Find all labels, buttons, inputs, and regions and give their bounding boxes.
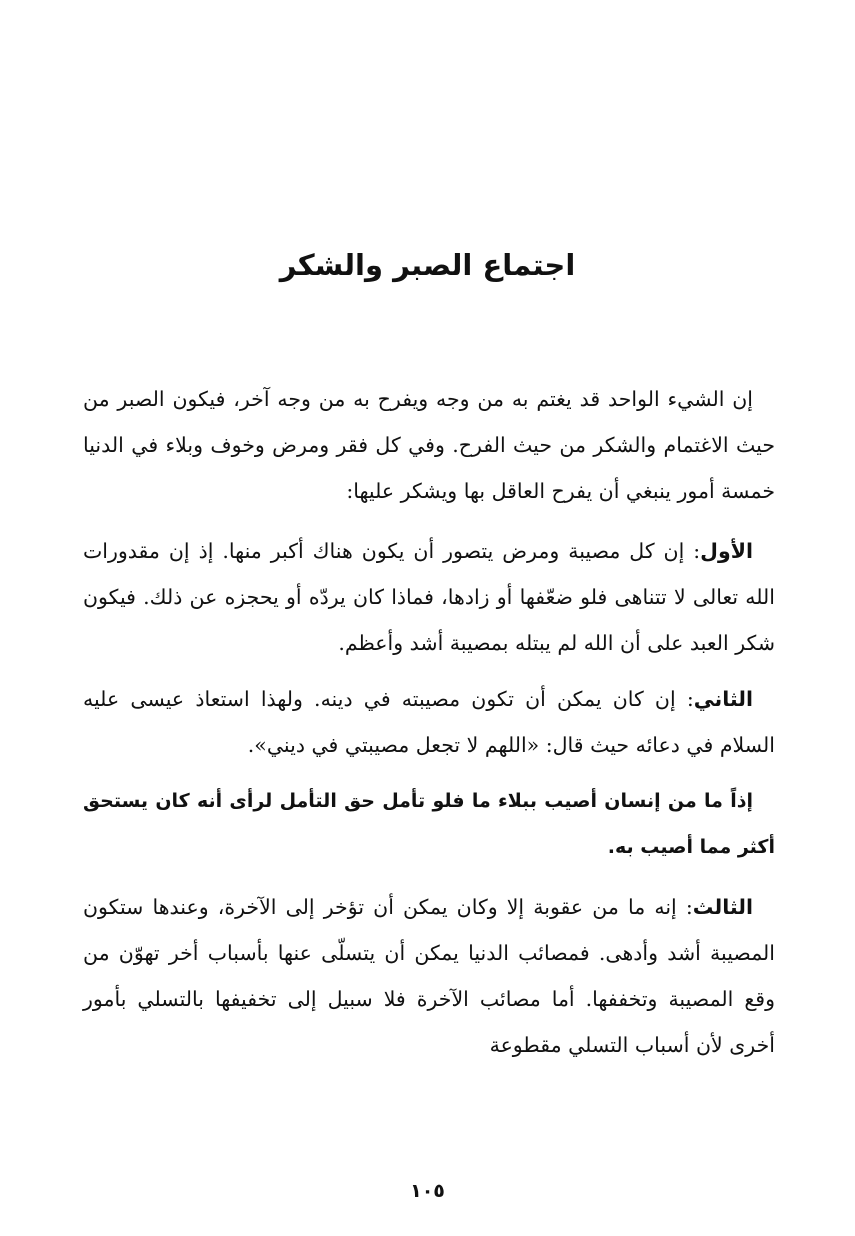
third-point-label: الثالث (692, 895, 753, 919)
second-point-text: : إن كان يمكن أن تكون مصيبته في دينه. ولهذا استعاذ عيسى عليه السلام في دعائه حيث قال: «اللهم لا تجعل مصيبتي في ديني». (83, 687, 775, 757)
first-point-paragraph (83, 528, 775, 666)
intro-paragraph: إن الشيء الواحد قد يغتم به من وجه ويفرح به من وجه آخر، فيكون الصبر من حيث الاغتمام والشكر من حيث الفرح. وفي كل فقر ومرض وخوف وبلاء في الدنيا خمسة أمور ينبغي أن يفرح العاقل بها ويشكر عليها: (83, 387, 775, 503)
first-point-text: : إن كل مصيبة ومرض يتصور أن يكون هناك أكبر منها. إذ إن مقدورات الله تعالى لا تتناهى فلو ضعّفها أو زادها، فماذا كان يردّه أو يحجزه عن ذلك. فيكون شكر العبد على أن الله لم يبتله بمصيبة أشد وأعظم. (83, 539, 775, 655)
page-body (83, 376, 775, 1068)
second-point-paragraph (83, 676, 775, 768)
page-number: ١٠٥ (410, 1180, 445, 1202)
first-point-label: الأول (700, 539, 753, 563)
third-point-paragraph (83, 884, 775, 1068)
third-point-text: : إنه ما من عقوبة إلا وكان يمكن أن تؤخر إلى الآخرة، وعندها ستكون المصيبة أشد وأدهى. فمصائب الدنيا يمكن أن يتسلّى عنها بأسباب أخر تهوّن من وقع المصيبة وتخففها. أما مصائب الآخرة فلا سبيل إلى تخفيفها بالتسلي بأمور أخرى لأن أسباب التسلي مقطوعة (83, 895, 775, 1057)
second-point-label: الثاني (693, 687, 753, 711)
chapter-title: اجتماع الصبر والشكر (279, 248, 576, 282)
summary-paragraph: إذاً ما من إنسان أصيب ببلاء ما فلو تأمل حق التأمل لرأى أنه كان يستحق أكثر مما أصيب به. (83, 790, 775, 858)
